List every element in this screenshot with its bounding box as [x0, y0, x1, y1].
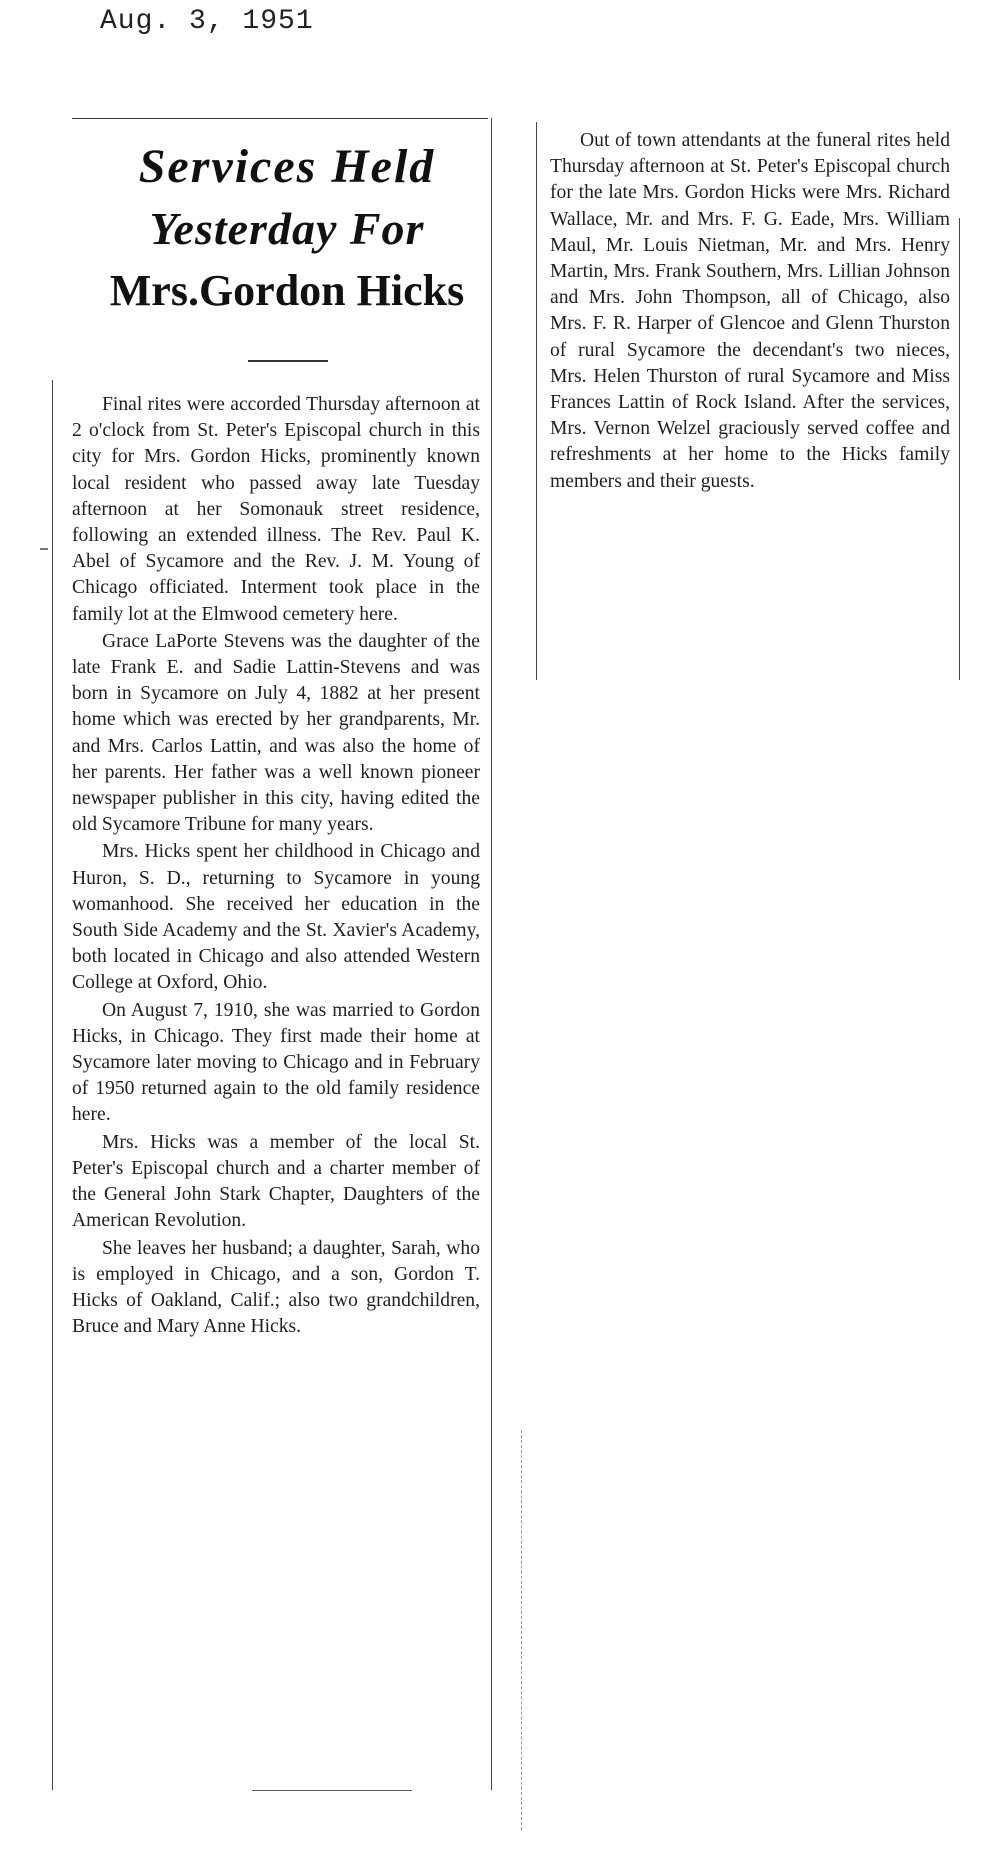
end-rule	[252, 1790, 412, 1791]
paragraph-marriage: On August 7, 1910, she was married to Gordon Hicks, in Chicago. They first made their home at Sycamore later moving to Chicago and in February of 1950 returned again to the old family residence here.	[72, 999, 480, 1126]
right-clipping-right-rule	[959, 218, 960, 680]
article-body	[72, 392, 480, 1340]
paragraph-attendants: Out of town attendants at the funeral rites held Thursday afternoon at St. Peter's Episcopal church for the late Mrs. Gordon Hicks were Mrs. Richard Wallace, Mr. and Mrs. F. G. Eade, Mrs. William Maul, Mr. Louis Nietman, Mr. and Mrs. Henry Martin, Mrs. Frank Southern, Mrs. Lillian Johnson and Mrs. John Thompson, all of Chicago, also Mrs. F. R. Harper of Glencoe and Glenn Thurston of rural Sycamore the decendant's two nieces, Mrs. Helen Thurston of rural Sycamore and Miss Frances Lattin of Rock Island. After the services, Mrs. Vernon Welzel graciously served coffee and refreshments at her home to the Hicks family members and their guests.	[550, 130, 950, 492]
paragraph-final-rites: Final rites were accorded Thursday afternoon at 2 o'clock from St. Peter's Episcopal church in this city for Mrs. Gordon Hicks, prominently known local resident who passed away late Tuesday afternoon at her Somonauk street residence, following an extended illness. The Rev. Paul K. Abel of Sycamore and the Rev. J. M. Young of Chicago officiated. Interment took place in the family lot at the Elmwood cemetery here.	[72, 394, 480, 625]
top-rule	[72, 118, 488, 119]
right-clipping-left-rule	[536, 122, 537, 680]
headline-line-2: Yesterday For	[149, 203, 425, 254]
obituary-clipping	[52, 118, 492, 1800]
column-divider-rule	[491, 118, 492, 1790]
scan-artifact-mark	[40, 548, 48, 550]
left-column-rule	[52, 380, 53, 1790]
headline-rule	[248, 360, 328, 362]
headline-line-1: Services Held	[138, 140, 436, 193]
paragraph-education: Mrs. Hicks spent her childhood in Chicago and Huron, S. D., returning to Sycamore in young womanhood. She received her education in the South Side Academy and the St. Xavier's Academy, both located in Chicago and also attended Western College at Oxford, Ohio.	[72, 841, 480, 994]
headline	[82, 136, 492, 322]
date-stamp: Aug. 3, 1951	[100, 6, 314, 37]
attendants-clipping	[536, 122, 960, 682]
paragraph-biography: Grace LaPorte Stevens was the daughter of the late Frank E. and Sadie Lattin-Stevens and was born in Sycamore on July 4, 1882 at her present home which was erected by her grandparents, Mr. and Mrs. Carlos Lattin, and was also the home of her parents. Her father was a well known pioneer newspaper publisher in this city, having edited the old Sycamore Tribune for many years.	[72, 630, 480, 836]
paragraph-memberships: Mrs. Hicks was a member of the local St. Peter's Episcopal church and a charter member of the General John Stark Chapter, Daughters of the American Revolution.	[72, 1131, 480, 1232]
paragraph-survivors: She leaves her husband; a daughter, Sarah, who is employed in Chicago, and a son, Gordon T. Hicks of Oakland, Calif.; also two grandchildren, Bruce and Mary Anne Hicks.	[72, 1237, 480, 1338]
attendants-body	[550, 128, 950, 495]
headline-line-3: Mrs.Gordon Hicks	[109, 266, 465, 315]
scan-artifact-line	[521, 1430, 522, 1830]
